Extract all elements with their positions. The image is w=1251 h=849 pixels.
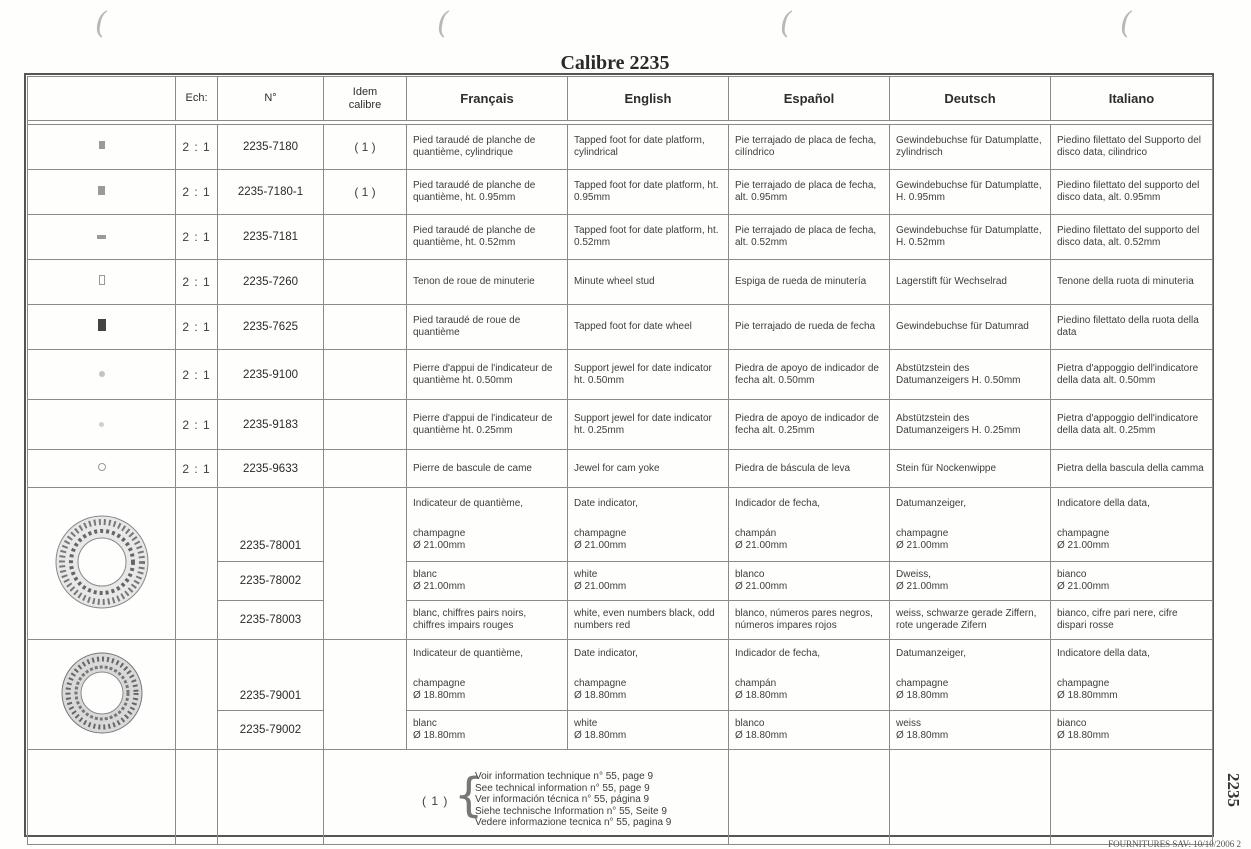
- empty-cell: [890, 750, 1051, 845]
- desc-de: Stein für Nockenwippe: [890, 450, 1051, 488]
- part-thumbnail: [28, 400, 176, 450]
- desc-es: Piedra de báscula de leva: [729, 450, 890, 488]
- variant-en: champagne Ø 18.80mm: [574, 678, 627, 701]
- desc-de: Lagerstift für Wechselrad: [890, 260, 1051, 305]
- table-row: [28, 170, 1213, 215]
- header-francais: Français: [407, 77, 568, 121]
- desc-de: Abstützstein des Datumanzeigers H. 0.50mm: [890, 350, 1051, 400]
- footnote: [324, 750, 729, 845]
- desc-fr: Pied taraudé de roue de quantième: [407, 305, 568, 350]
- part-thumbnail: [28, 305, 176, 350]
- desc-it: bianco, cifre pari nere, cifre dispari rosse: [1051, 601, 1213, 640]
- part-number: 2235-78001: [218, 488, 324, 562]
- footnote-line-de: Siehe technische Information n° 55, Seite 9: [475, 805, 667, 817]
- table-row: [28, 488, 1213, 562]
- table-row: [28, 305, 1213, 350]
- desc-es: Espiga de rueda de minutería: [729, 260, 890, 305]
- group-heading-de: Datumanzeiger,: [896, 648, 967, 659]
- variant-en: champagne Ø 21.00mm: [574, 527, 627, 551]
- header-number: N°: [218, 77, 324, 121]
- desc-en: Tapped foot for date platform, ht. 0.52mm: [568, 215, 729, 260]
- brace-icon: {: [454, 768, 484, 822]
- desc-es: blanco Ø 21.00mm: [729, 562, 890, 601]
- binder-hole-mark: (: [95, 6, 107, 41]
- desc-it: Pietra della bascula della camma: [1051, 450, 1213, 488]
- table-row: [28, 350, 1213, 400]
- date-disc-icon: [52, 643, 152, 743]
- desc-en: Tapped foot for date wheel: [568, 305, 729, 350]
- variant-es: champán Ø 21.00mm: [735, 527, 788, 551]
- part-number: 2235-78003: [218, 601, 324, 640]
- variant-de: champagne Ø 18.80mm: [896, 678, 949, 701]
- footnote-line-en: See technical information n° 55, page 9: [475, 782, 650, 794]
- desc-fr: Pied taraudé de planche de quantième, ht. 0.95mm: [407, 170, 568, 215]
- date-disc-image: [28, 488, 176, 640]
- empty-cell: [176, 750, 218, 845]
- desc-fr: Pierre d'appui de l'indicateur de quantième ht. 0.25mm: [407, 400, 568, 450]
- scale-cell: 2 : 1: [176, 450, 218, 488]
- variant-it: champagne Ø 21.00mm: [1057, 527, 1110, 551]
- desc-en: Tapped foot for date platform, cylindrical: [568, 125, 729, 170]
- desc-de: Gewindebuchse für Datumplatte, H. 0.52mm: [890, 215, 1051, 260]
- group-heading-it: Indicatore della data,: [1057, 648, 1150, 659]
- group-heading-fr: Indicateur de quantième,: [413, 648, 524, 659]
- desc-de: Abstützstein des Datumanzeigers H. 0.25mm: [890, 400, 1051, 450]
- desc-es: [729, 488, 890, 562]
- scale-cell: 2 : 1: [176, 350, 218, 400]
- desc-es: Pie terrajado de rueda de fecha: [729, 305, 890, 350]
- header-english: English: [568, 77, 729, 121]
- desc-fr: blanc Ø 21.00mm: [407, 562, 568, 601]
- footnote-line-fr: Voir information technique n° 55, page 9: [475, 771, 654, 782]
- desc-en: Support jewel for date indicator ht. 0.50mm: [568, 350, 729, 400]
- desc-fr: blanc, chiffres pairs noirs, chiffres impairs rouges: [407, 601, 568, 640]
- desc-it: [1051, 640, 1213, 711]
- desc-en: Minute wheel stud: [568, 260, 729, 305]
- idem-cell: [324, 640, 407, 750]
- empty-cell: [28, 750, 176, 845]
- header-image: [28, 77, 176, 121]
- idem-cell: [324, 350, 407, 400]
- desc-it: Pietra d'appoggio dell'indicatore della data alt. 0.25mm: [1051, 400, 1213, 450]
- binder-hole-mark: (: [1120, 6, 1132, 41]
- desc-es: Pie terrajado de placa de fecha, alt. 0.52mm: [729, 215, 890, 260]
- part-number: 2235-79002: [218, 711, 324, 750]
- desc-it: bianco Ø 18.80mm: [1051, 711, 1213, 750]
- idem-cell: [324, 488, 407, 640]
- desc-es: Piedra de apoyo de indicador de fecha alt. 0.50mm: [729, 350, 890, 400]
- group-heading-fr: Indicateur de quantième,: [413, 497, 524, 509]
- desc-en: white Ø 21.00mm: [568, 562, 729, 601]
- date-disc-image: [28, 640, 176, 750]
- empty-cell: [218, 750, 324, 845]
- desc-it: Piedino filettato del supporto del disco data, alt. 0.95mm: [1051, 170, 1213, 215]
- desc-de: [890, 640, 1051, 711]
- table-row: [28, 640, 1213, 711]
- header-espanol: Español: [729, 77, 890, 121]
- scale-cell: 2 : 1: [176, 170, 218, 215]
- group-heading-es: Indicador de fecha,: [735, 497, 821, 509]
- part-thumbnail: [28, 215, 176, 260]
- scale-cell: [176, 488, 218, 640]
- desc-it: Piedino filettato del Supporto del disco data, cilindrico: [1051, 125, 1213, 170]
- idem-cell: [324, 450, 407, 488]
- footnote-mark: ( 1 ): [422, 794, 449, 808]
- desc-it: [1051, 488, 1213, 562]
- desc-de: Gewindebuchse für Datumplatte, H. 0.95mm: [890, 170, 1051, 215]
- desc-de: weiss, schwarze gerade Ziffern, rote ungerade Zifern: [890, 601, 1051, 640]
- side-page-number: 2235: [1224, 773, 1243, 807]
- header-ech: Ech:: [176, 77, 218, 121]
- part-thumbnail: [28, 450, 176, 488]
- variant-fr: champagne Ø 21.00mm: [413, 527, 466, 551]
- desc-de: weiss Ø 18.80mm: [890, 711, 1051, 750]
- header-deutsch: Deutsch: [890, 77, 1051, 121]
- table-row: [28, 215, 1213, 260]
- part-thumbnail: [28, 125, 176, 170]
- part-number: 2235-9183: [218, 400, 324, 450]
- empty-cell: [1051, 750, 1213, 845]
- table-row: [28, 260, 1213, 305]
- desc-fr: [407, 640, 568, 711]
- desc-es: blanco, números pares negros, números impares rojos: [729, 601, 890, 640]
- desc-it: bianco Ø 21.00mm: [1051, 562, 1213, 601]
- desc-en: [568, 488, 729, 562]
- idem-cell: [324, 305, 407, 350]
- scale-cell: [176, 640, 218, 750]
- scale-cell: 2 : 1: [176, 215, 218, 260]
- desc-it: Piedino filettato del supporto del disco data, alt. 0.52mm: [1051, 215, 1213, 260]
- desc-it: Piedino filettato della ruota della data: [1051, 305, 1213, 350]
- header-italiano: Italiano: [1051, 77, 1213, 121]
- scale-cell: 2 : 1: [176, 125, 218, 170]
- group-heading-es: Indicador de fecha,: [735, 648, 821, 659]
- footnote-line-it: Vedere informazione tecnica n° 55, pagina 9: [475, 817, 672, 828]
- footnote-line-es: Ver información técnica n° 55, página 9: [475, 794, 650, 805]
- part-number: 2235-7625: [218, 305, 324, 350]
- variant-fr: champagne Ø 18.80mm: [413, 678, 466, 701]
- variant-es: champán Ø 18.80mm: [735, 678, 788, 701]
- desc-it: Tenone della ruota di minuteria: [1051, 260, 1213, 305]
- desc-fr: [407, 488, 568, 562]
- idem-cell: ( 1 ): [324, 125, 407, 170]
- group-heading-en: Date indicator,: [574, 497, 638, 509]
- desc-en: Support jewel for date indicator ht. 0.25mm: [568, 400, 729, 450]
- desc-en: white, even numbers black, odd numbers red: [568, 601, 729, 640]
- part-number: 2235-7181: [218, 215, 324, 260]
- part-number: 2235-78002: [218, 562, 324, 601]
- part-number: 2235-7180-1: [218, 170, 324, 215]
- part-number: 2235-79001: [218, 640, 324, 711]
- desc-fr: Pierre d'appui de l'indicateur de quantième ht. 0.50mm: [407, 350, 568, 400]
- desc-en: Tapped foot for date platform, ht. 0.95mm: [568, 170, 729, 215]
- part-thumbnail: [28, 350, 176, 400]
- desc-fr: Pied taraudé de planche de quantième, cylindrique: [407, 125, 568, 170]
- idem-cell: [324, 215, 407, 260]
- header-row: [28, 77, 1213, 121]
- empty-cell: [729, 750, 890, 845]
- desc-en: Jewel for cam yoke: [568, 450, 729, 488]
- desc-es: [729, 640, 890, 711]
- group-heading-it: Indicatore della data,: [1057, 497, 1150, 509]
- table-row: [28, 450, 1213, 488]
- idem-cell: [324, 260, 407, 305]
- desc-de: [890, 488, 1051, 562]
- desc-fr: Tenon de roue de minuterie: [407, 260, 568, 305]
- part-number: 2235-7260: [218, 260, 324, 305]
- desc-es: Piedra de apoyo de indicador de fecha alt. 0.25mm: [729, 400, 890, 450]
- binder-hole-mark: (: [780, 6, 792, 41]
- desc-en: [568, 640, 729, 711]
- footer-text: FOURNITURES SAV: 10/10/2006 2: [1108, 839, 1241, 849]
- desc-de: Gewindebuchse für Datumplatte, zylindrisch: [890, 125, 1051, 170]
- desc-fr: blanc Ø 18.80mm: [407, 711, 568, 750]
- footnote-row: [28, 750, 1213, 845]
- desc-fr: Pied taraudé de planche de quantième, ht. 0.52mm: [407, 215, 568, 260]
- binder-hole-mark: (: [437, 6, 449, 41]
- scale-cell: 2 : 1: [176, 400, 218, 450]
- header-idem: Idem calibre: [324, 77, 407, 121]
- part-thumbnail: [28, 260, 176, 305]
- scale-cell: 2 : 1: [176, 260, 218, 305]
- scale-cell: 2 : 1: [176, 305, 218, 350]
- desc-de: Dweiss, Ø 21.00mm: [890, 562, 1051, 601]
- part-number: 2235-9100: [218, 350, 324, 400]
- date-disc-icon: [42, 502, 162, 622]
- page-title: Calibre 2235: [560, 52, 670, 74]
- group-heading-en: Date indicator,: [574, 648, 638, 659]
- desc-es: Pie terrajado de placa de fecha, cilíndrico: [729, 125, 890, 170]
- table-row: [28, 125, 1213, 170]
- desc-en: white Ø 18.80mm: [568, 711, 729, 750]
- desc-de: Gewindebuchse für Datumrad: [890, 305, 1051, 350]
- part-number: 2235-7180: [218, 125, 324, 170]
- idem-cell: [324, 400, 407, 450]
- variant-it: champagne Ø 18.80mmm: [1057, 678, 1118, 701]
- parts-table: [27, 76, 1213, 845]
- group-heading-de: Datumanzeiger,: [896, 497, 967, 509]
- idem-cell: ( 1 ): [324, 170, 407, 215]
- desc-es: Pie terrajado de placa de fecha, alt. 0.95mm: [729, 170, 890, 215]
- desc-es: blanco Ø 18.80mm: [729, 711, 890, 750]
- part-number: 2235-9633: [218, 450, 324, 488]
- desc-it: Pietra d'appoggio dell'indicatore della data alt. 0.50mm: [1051, 350, 1213, 400]
- desc-fr: Pierre de bascule de came: [407, 450, 568, 488]
- footnote-lines: [475, 771, 671, 829]
- table-row: [28, 400, 1213, 450]
- part-thumbnail: [28, 170, 176, 215]
- variant-de: champagne Ø 21.00mm: [896, 527, 949, 551]
